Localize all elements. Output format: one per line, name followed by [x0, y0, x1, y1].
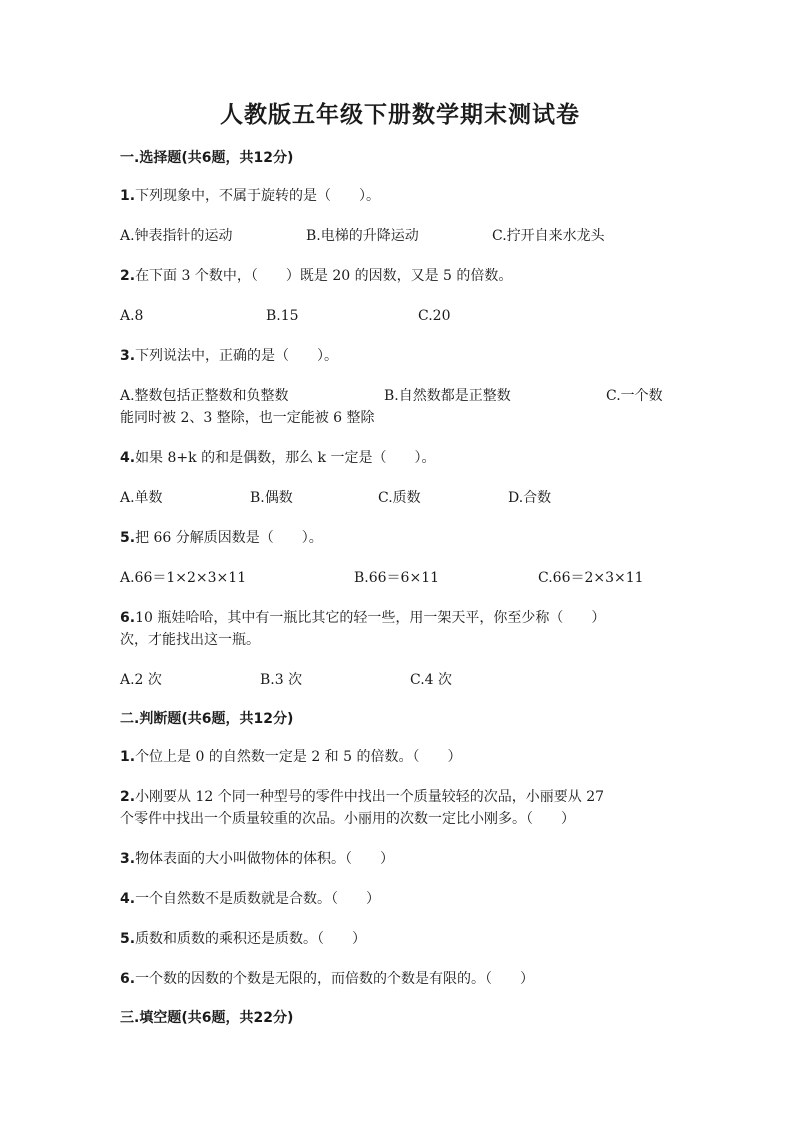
question-1-1-options — [120, 225, 680, 247]
option-c: C.66＝2×3×11 — [538, 570, 644, 586]
question-1-2-options — [120, 305, 680, 327]
question-number: 6. — [120, 971, 136, 987]
question-number: 1. — [120, 188, 136, 204]
option-c: C.质数 — [378, 490, 421, 506]
question-2-4 — [120, 888, 680, 910]
section-heading-fill: 三.填空题(共6题，共22分) — [120, 1010, 294, 1026]
question-1-5-options — [120, 567, 680, 589]
question-2-6 — [120, 968, 680, 990]
question-text: 10 瓶娃哈哈，其中有一瓶比其它的轻一些，用一架天平，你至少称（ ） — [135, 610, 606, 626]
option-c: C.一个数 — [606, 388, 663, 404]
section-heading-choice: 一.选择题(共6题，共12分) — [120, 150, 294, 166]
question-2-5 — [120, 928, 680, 950]
question-text: 一个自然数不是质数就是合数。（ ） — [135, 891, 381, 907]
option-c: C.拧开自来水龙头 — [492, 228, 605, 244]
option-c-continued: 能同时被 2、3 整除，也一定能被 6 整除 — [120, 410, 375, 426]
question-1-6 — [120, 607, 680, 629]
question-number: 3. — [120, 348, 136, 364]
option-b: B.15 — [266, 308, 299, 324]
question-number: 4. — [120, 450, 136, 466]
option-a: A.钟表指针的运动 — [120, 228, 233, 244]
option-b: B.66＝6×11 — [354, 570, 440, 586]
option-c: C.4 次 — [410, 672, 453, 688]
option-b: B.自然数都是正整数 — [384, 388, 511, 404]
question-2-3 — [120, 848, 680, 870]
question-number: 2. — [120, 789, 136, 805]
question-1-6-options — [120, 669, 680, 691]
option-c: C.20 — [418, 308, 451, 324]
option-a: A.单数 — [120, 490, 163, 506]
question-1-1 — [120, 185, 680, 207]
question-text: 一个数的因数的个数是无限的，而倍数的个数是有限的。（ ） — [135, 971, 535, 987]
question-number: 5. — [120, 530, 136, 546]
question-text: 下列现象中，不属于旋转的是（ ）。 — [135, 188, 381, 204]
question-number: 3. — [120, 851, 136, 867]
section-heading-judge: 二.判断题(共6题，共12分) — [120, 711, 294, 727]
question-2-2 — [120, 786, 680, 808]
question-text: 如果 8+k 的和是偶数，那么 k 一定是（ ）。 — [135, 450, 436, 466]
option-a: A.2 次 — [120, 672, 162, 688]
question-text: 下列说法中，正确的是（ ）。 — [135, 348, 339, 364]
question-text: 把 66 分解质因数是（ ）。 — [135, 530, 323, 546]
question-1-3 — [120, 345, 680, 367]
question-1-6-continued: 次，才能找出这一瓶。 — [120, 632, 260, 648]
question-1-5 — [120, 527, 680, 549]
option-b: B.3 次 — [260, 672, 303, 688]
question-number: 5. — [120, 931, 136, 947]
question-number: 2. — [120, 268, 136, 284]
option-b: B.电梯的升降运动 — [306, 228, 419, 244]
option-b: B.偶数 — [250, 490, 293, 506]
question-2-2-continued: 个零件中找出一个质量较重的次品。小丽用的次数一定比小刚多。（ ） — [120, 811, 575, 827]
option-a: A.整数包括正整数和负整数 — [120, 388, 289, 404]
question-text: 小刚要从 12 个同一种型号的零件中找出一个质量较轻的次品，小丽要从 27 — [135, 789, 605, 805]
option-a: A.66＝1×2×3×11 — [120, 570, 247, 586]
question-text: 在下面 3 个数中，（ ）既是 20 的因数，又是 5 的倍数。 — [135, 268, 513, 284]
question-text: 物体表面的大小叫做物体的体积。（ ） — [135, 851, 395, 867]
question-1-3-options — [120, 385, 680, 429]
exam-content — [120, 148, 680, 1028]
question-1-4 — [120, 447, 680, 469]
page-title: 人教版五年级下册数学期末测试卷 — [220, 101, 580, 128]
question-text: 个位上是 0 的自然数一定是 2 和 5 的倍数。（ ） — [135, 749, 462, 765]
question-number: 4. — [120, 891, 136, 907]
question-2-1 — [120, 746, 680, 768]
question-number: 6. — [120, 610, 136, 626]
question-text: 质数和质数的乘积还是质数。（ ） — [135, 931, 367, 947]
option-a: A.8 — [120, 308, 144, 324]
question-number: 1. — [120, 749, 136, 765]
question-1-4-options — [120, 487, 680, 509]
question-1-2 — [120, 265, 680, 287]
option-d: D.合数 — [508, 490, 552, 506]
